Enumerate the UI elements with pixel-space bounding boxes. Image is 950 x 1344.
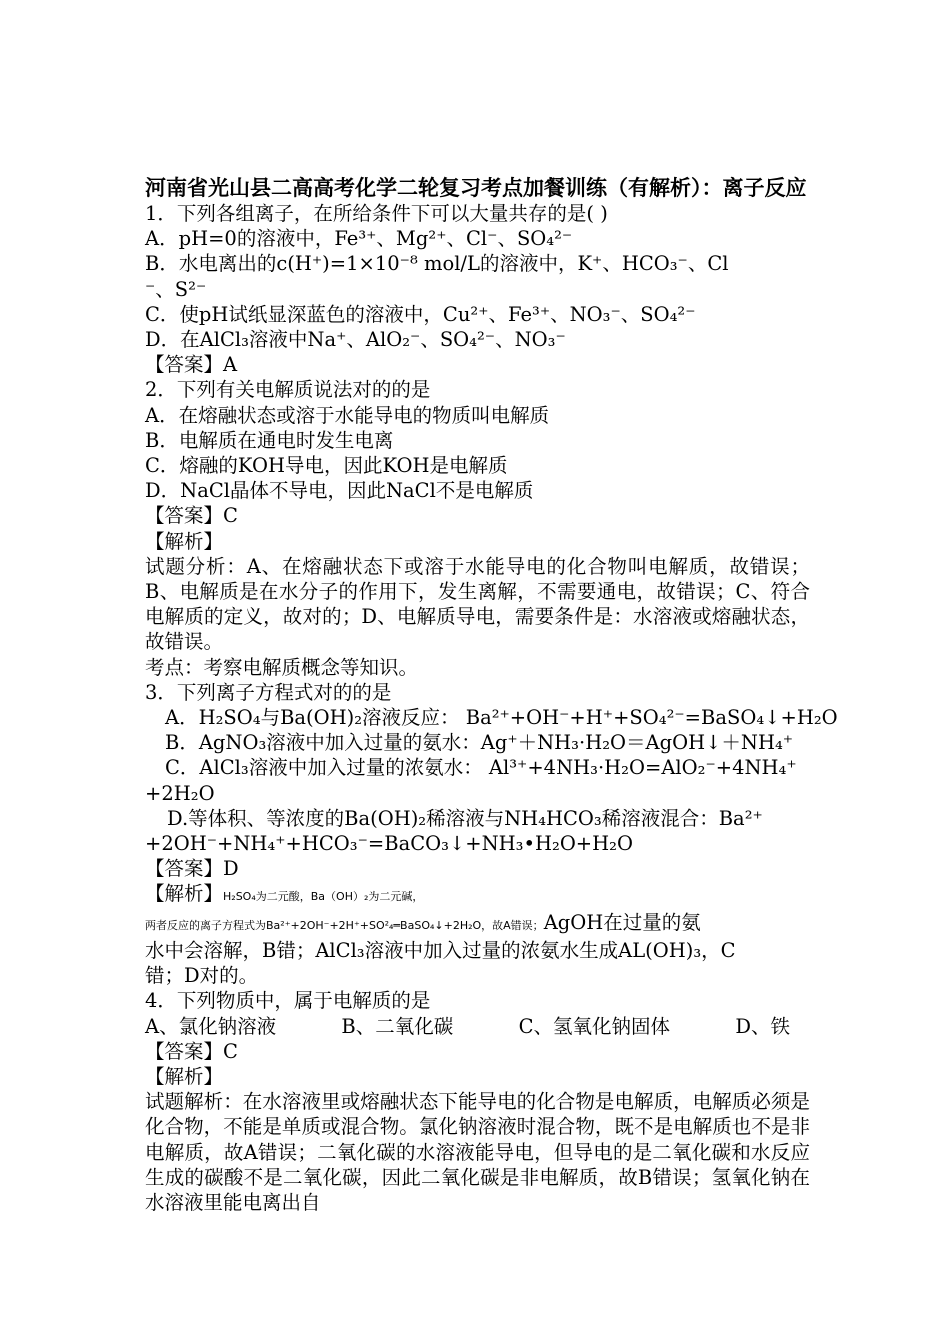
q3-option-a: A．H₂SO₄与Ba(OH)₂溶液反应： Ba²⁺+OH⁻+H⁺+SO₄²⁻=BaSO₄↓+H₂O xyxy=(165,706,838,730)
q4-option-d: D、铁 xyxy=(735,1014,790,1038)
q3-option-c-line1: C．AlCl₃溶液中加入过量的浓氨水： Al³⁺+4NH₃·H₂O=AlO₂⁻+4NH₄⁺ xyxy=(165,756,797,780)
q2-analysis-label: 【解析】 xyxy=(145,529,224,553)
q3-option-d-line2: +2OH⁻+NH₄⁺+HCO₃⁻=BaCO₃↓+NH₃•H₂O+H₂O xyxy=(145,832,633,856)
q2-answer: 【答案】C xyxy=(145,504,238,528)
q3-analysis-line3: 水中会溶解，B错；AlCl₃溶液中加入过量的浓氨水生成AL(OH)₃，C xyxy=(145,938,736,962)
q3-analysis-label: 【解析】 xyxy=(145,882,224,906)
document-title: 河南省光山县二高高考化学二轮复习考点加餐训练（有解析）：离子反应 xyxy=(145,176,807,200)
q2-option-b: B．电解质在通电时发生电离 xyxy=(145,428,394,452)
q3-analysis-line2 xyxy=(145,910,810,938)
document-content xyxy=(145,176,838,1215)
q4-option-b: B、二氧化碳 xyxy=(341,1014,454,1038)
q1-option-b-line1: B．水电离出的c(H⁺)=1×10⁻⁸ mol/L的溶液中，K⁺、HCO₃⁻、Cl xyxy=(145,252,729,276)
q2-kaodian: 考点：考察电解质概念等知识。 xyxy=(145,655,419,679)
q2-option-d: D．NaCl晶体不导电，因此NaCl不是电解质 xyxy=(145,479,534,503)
q3-analysis-small1: H₂SO₄为二元酸，Ba（OH）₂为二元碱， xyxy=(223,890,424,904)
q4-option-c: C、氢氧化钠固体 xyxy=(518,1014,671,1038)
q3-option-b: B．AgNO₃溶液中加入过量的氨水：Ag⁺＋NH₃·H₂O＝AgOH↓＋NH₄⁺ xyxy=(165,731,794,755)
q1-stem: 1．下列各组离子，在所给条件下可以大量共存的是( ) xyxy=(145,202,608,225)
q3-analysis-line1 xyxy=(145,881,810,909)
q3-option-d-line1: D.等体积、等浓度的Ba(OH)₂稀溶液与NH₄HCO₃稀溶液混合：Ba²⁺ xyxy=(167,806,763,830)
q4-options xyxy=(145,1014,790,1039)
q2-stem: 2．下列有关电解质说法对的的是 xyxy=(145,378,431,402)
q2-option-c: C．熔融的KOH导电，因此KOH是电解质 xyxy=(145,454,508,478)
q4-analysis-label: 【解析】 xyxy=(145,1064,224,1088)
q2-option-a: A．在熔融状态或溶于水能导电的物质叫电解质 xyxy=(145,403,550,427)
q2-analysis: 试题分析：A、在熔融状态下或溶于水能导电的化合物叫电解质，故错误；B、电解质是在水分子的作用下，发生离解，不需要通电，故错误；C、符合电解质的定义，故对的；D、电解质导电，需要条件是：水溶液或熔融状态，故错误。 xyxy=(145,554,810,654)
q3-analysis-small2: 两者反应的离子方程式为Ba²⁺+2OH⁻+2H⁺+SO²₄═BaSO₄↓+2H₂O，故A错误； xyxy=(145,918,544,932)
q3-answer: 【答案】D xyxy=(145,857,239,881)
q3-analysis-rest1: AgOH在过量的氨 xyxy=(543,910,701,934)
q4-stem: 4．下列物质中，属于电解质的是 xyxy=(145,989,431,1013)
q4-answer: 【答案】C xyxy=(145,1039,238,1063)
q3-analysis-line4: 错；D对的。 xyxy=(145,964,259,988)
q1-answer: 【答案】A xyxy=(145,353,238,377)
q3-option-c-line2: +2H₂O xyxy=(145,781,215,805)
q1-option-b-line2: ⁻、S²⁻ xyxy=(145,277,207,301)
q1-option-c: C．使pH试纸显深蓝色的溶液中，Cu²⁺、Fe³⁺、NO₃⁻、SO₄²⁻ xyxy=(145,302,696,326)
q1-option-a: A．pH=0的溶液中，Fe³⁺、Mg²⁺、Cl⁻、SO₄²⁻ xyxy=(145,227,573,251)
q1-option-d: D．在AlCl₃溶液中Na⁺、AlO₂⁻、SO₄²⁻、NO₃⁻ xyxy=(145,328,566,352)
q4-option-a: A、氯化钠溶液 xyxy=(145,1014,277,1038)
q3-stem: 3．下列离子方程式对的的是 xyxy=(145,680,392,704)
q4-analysis: 试题解析：在水溶液里或熔融状态下能导电的化合物是电解质，电解质必须是化合物，不能是单质或混合物。氯化钠溶液时混合物，既不是电解质也不是非电解质，故A错误；二氧化碳的水溶液能导电，但导电的是二氧化碳和水反应生成的碳酸不是二氧化碳，因此二氧化碳是非电解质，故B错误；氢氧化钠在水溶液里能电离出自 xyxy=(145,1090,810,1214)
